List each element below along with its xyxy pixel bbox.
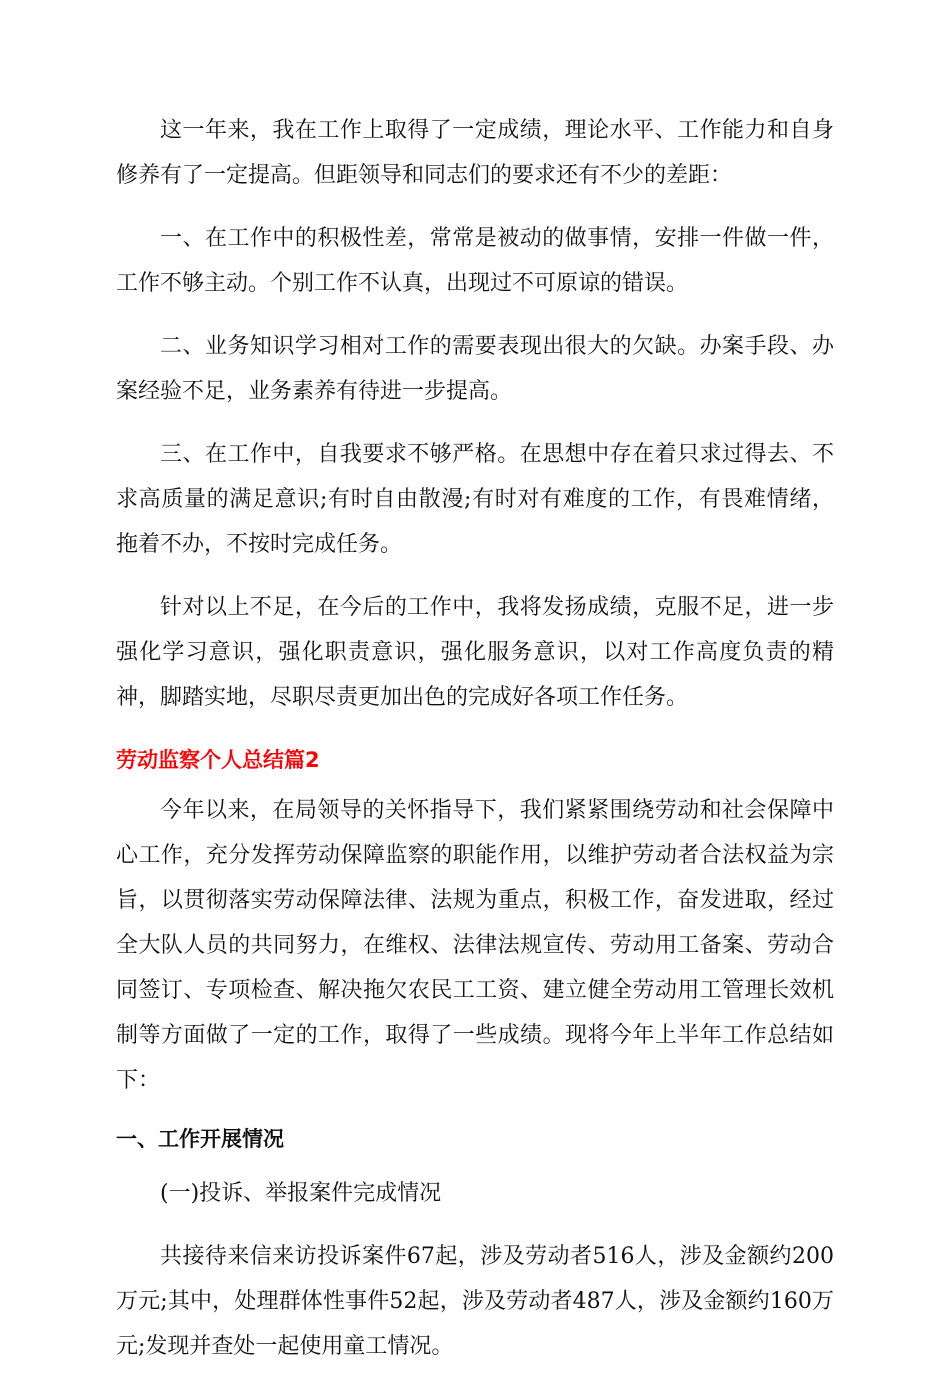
final-paragraph: 共接待来信来访投诉案件67起，涉及劳动者516人，涉及金额约200万元;其中，处理群体性事件52起，涉及劳动者487人，涉及金额约160万元;发现并查处一起使用童工情况。	[116, 1244, 834, 1359]
section-title: 劳动监察个人总结篇2	[116, 748, 320, 772]
paragraph: 针对以上不足，在今后的工作中，我将发扬成绩，克服不足，进一步强化学习意识，强化职责意识，强化服务意识，以对工作高度负责的精神，脚踏实地，尽职尽责更加出色的完成好各项工作任务。	[116, 595, 834, 710]
paragraph: 三、在工作中，自我要求不够严格。在思想中存在着只求过得去、不求高质量的满足意识;有时自由散漫;有时对有难度的工作，有畏难情绪，拖着不办，不按时完成任务。	[116, 442, 834, 557]
paragraph: 二、业务知识学习相对工作的需要表现出很大的欠缺。办案手段、办案经验不足，业务素养有待进一步提高。	[116, 334, 834, 404]
paragraph: 这一年来，我在工作上取得了一定成绩，理论水平、工作能力和自身修养有了一定提高。但距领导和同志们的要求还有不少的差距：	[116, 118, 834, 188]
paragraph: 一、在工作中的积极性差，常常是被动的做事情，安排一件做一件，工作不够主动。个别工作不认真，出现过不可原谅的错误。	[116, 226, 834, 296]
intro-paragraph: 今年以来，在局领导的关怀指导下，我们紧紧围绕劳动和社会保障中心工作，充分发挥劳动保障监察的职能作用，以维护劳动者合法权益为宗旨，以贯彻落实劳动保障法律、法规为重点，积极工作，奋发进取，经过全大队人员的共同努力，在维权、法律法规宣传、劳动用工备案、劳动合同签订、专项检查、解决拖欠农民工工资、建立健全劳动用工管理长效机制等方面做了一定的工作，取得了一些成绩。现将今年上半年工作总结如下：	[116, 798, 834, 1093]
subheading-complaints: (一)投诉、举报案件完成情况	[160, 1181, 442, 1206]
heading-work-status: 一、工作开展情况	[116, 1127, 284, 1151]
document-page	[116, 108, 834, 1387]
